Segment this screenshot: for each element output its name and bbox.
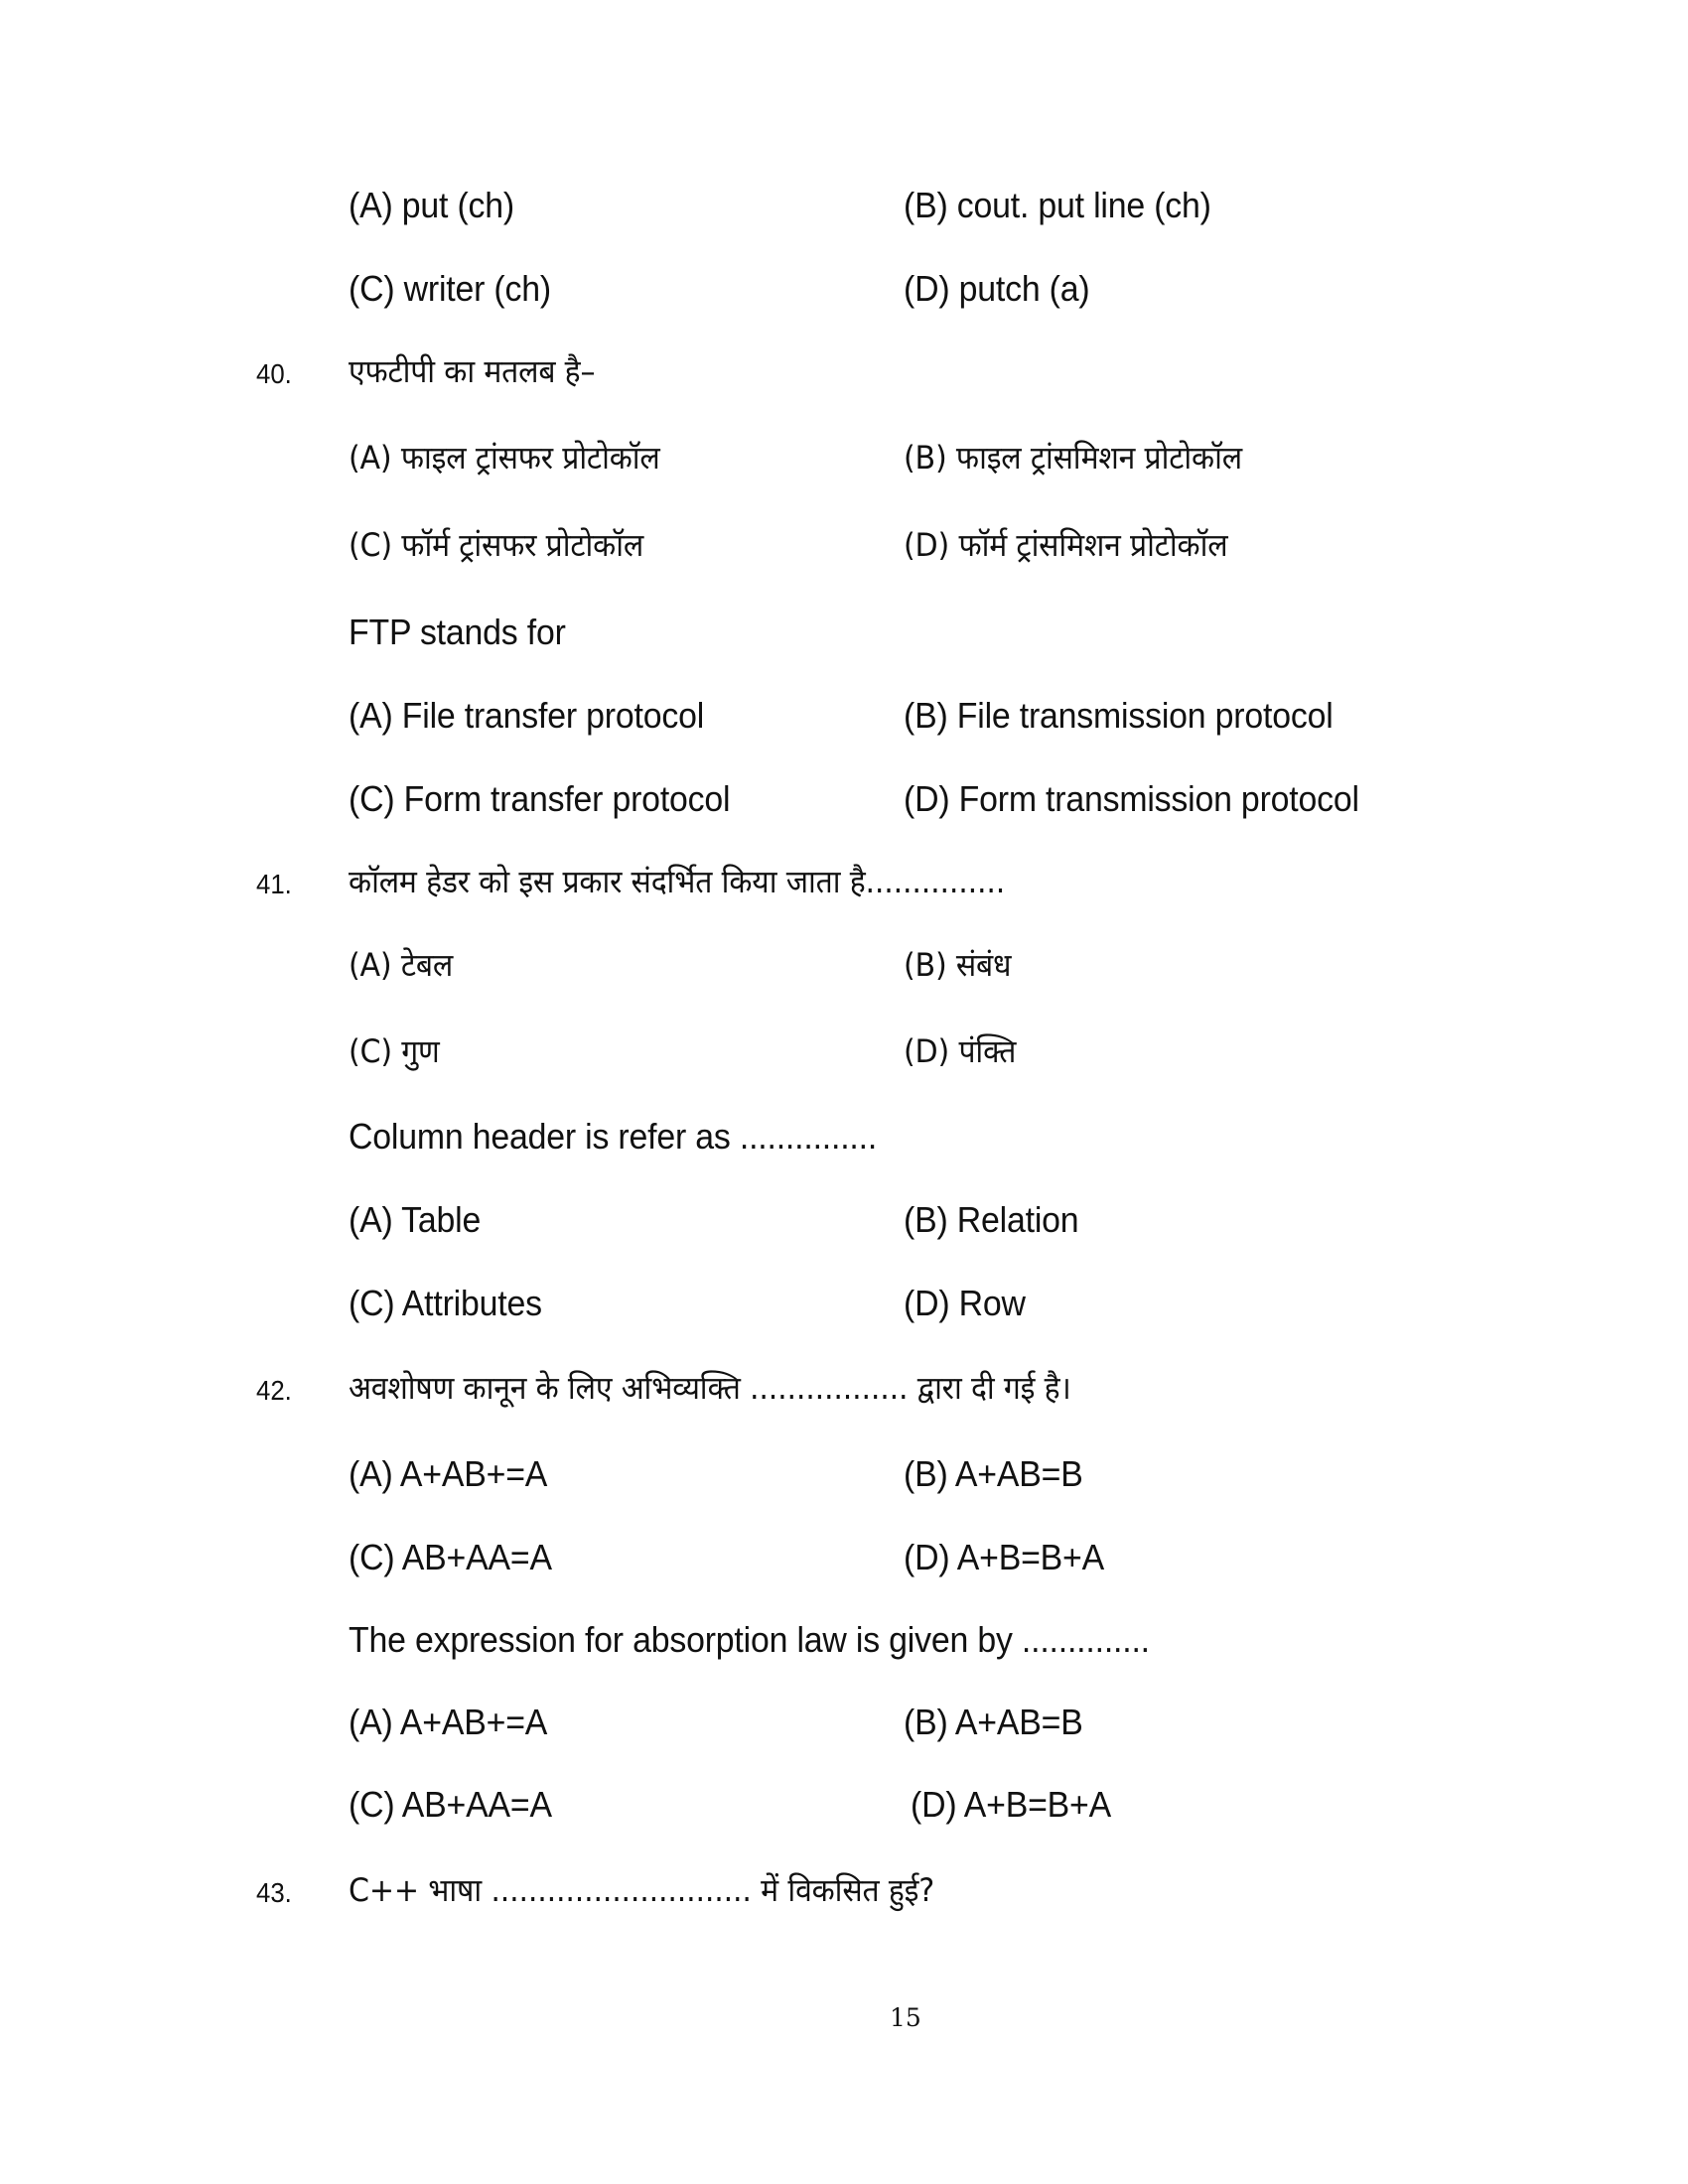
option-d-english: (D) Row: [904, 1283, 1026, 1323]
option-b-english: (B) Relation: [904, 1199, 1079, 1240]
option-b-hindi: (B) संबंध: [904, 946, 1012, 984]
option-a-english: (A) A+AB+=A: [349, 1702, 548, 1742]
option-b-english: (B) File transmission protocol: [904, 695, 1334, 736]
question-stem-english: The expression for absorption law is given by ..............: [349, 1619, 1150, 1660]
q39-option-c: (C) writer (ch): [349, 268, 551, 309]
question-stem-hindi: C++ भाषा ............................ में विकसित हुई?: [349, 1871, 934, 1909]
option-d-english: (D) Form transmission protocol: [904, 778, 1359, 819]
option-a-hindi: (A) फाइल ट्रांसफर प्रोटोकॉल: [349, 439, 660, 477]
question-number: 41.: [256, 869, 292, 899]
option-d-english: (D) A+B=B+A: [911, 1784, 1112, 1825]
option-c-hindi: (C) फॉर्म ट्रांसफर प्रोटोकॉल: [349, 526, 644, 564]
q39-option-b: (B) cout. put line (ch): [904, 185, 1211, 225]
question-number: 43.: [256, 1877, 292, 1908]
q39-option-a: (A) put (ch): [349, 185, 514, 225]
question-stem-hindi: अवशोषण कानून के लिए अभिव्यक्ति ................. द्वारा दी गई है।: [349, 1369, 1071, 1407]
option-b-hindi: (B) A+AB=B: [904, 1453, 1083, 1494]
option-d-hindi: (D) पंक्ति: [904, 1032, 1017, 1070]
question-number: 40.: [256, 358, 292, 389]
option-b-hindi: (B) फाइल ट्रांसमिशन प्रोटोकॉल: [904, 439, 1242, 477]
option-c-english: (C) Attributes: [349, 1283, 542, 1323]
option-c-hindi: (C) गुण: [349, 1032, 440, 1070]
question-stem-english: Column header is refer as ...............: [349, 1116, 878, 1157]
option-b-english: (B) A+AB=B: [904, 1702, 1083, 1742]
option-c-english: (C) AB+AA=A: [349, 1784, 552, 1825]
question-stem-hindi: एफटीपी का मतलब है–: [349, 352, 596, 390]
option-a-hindi: (A) टेबल: [349, 946, 454, 984]
option-d-hindi: (D) फॉर्म ट्रांसमिशन प्रोटोकॉल: [904, 526, 1228, 564]
option-a-english: (A) File transfer protocol: [349, 695, 705, 736]
question-stem-hindi: कॉलम हेडर को इस प्रकार संदर्भित किया जाता है...............: [349, 863, 1006, 900]
option-c-english: (C) Form transfer protocol: [349, 778, 731, 819]
option-d-hindi: (D) A+B=B+A: [904, 1537, 1105, 1577]
option-a-english: (A) Table: [349, 1199, 482, 1240]
option-c-hindi: (C) AB+AA=A: [349, 1537, 552, 1577]
question-number: 42.: [256, 1375, 292, 1406]
option-a-hindi: (A) A+AB+=A: [349, 1453, 548, 1494]
q39-option-d: (D) putch (a): [904, 268, 1090, 309]
page-number: 15: [890, 2003, 921, 2032]
question-stem-english: FTP stands for: [349, 612, 566, 652]
